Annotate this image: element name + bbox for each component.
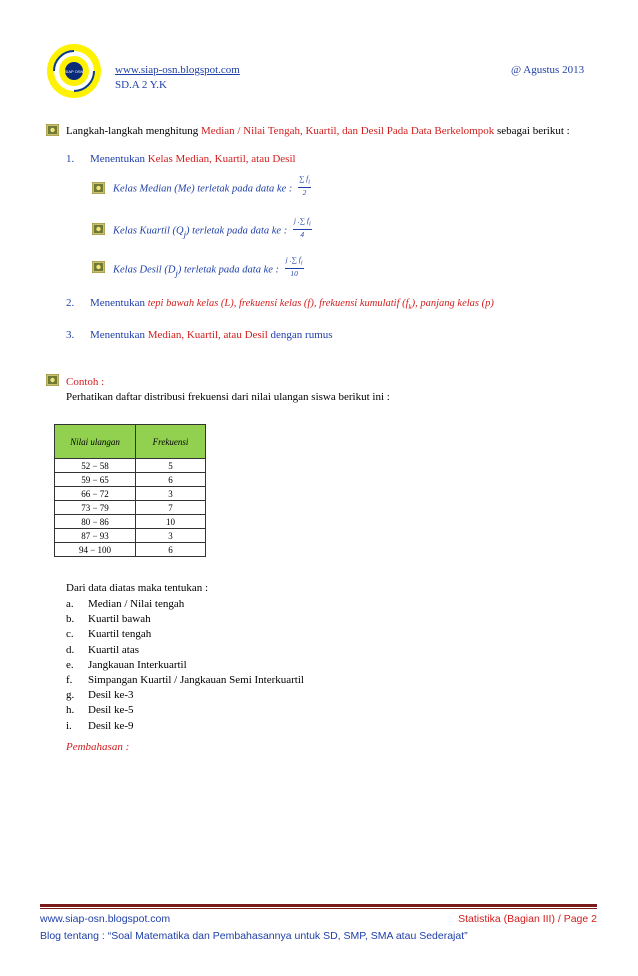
task-list <box>66 597 304 734</box>
table-row <box>55 473 206 487</box>
header-frekuensi: Frekuensi <box>136 425 206 459</box>
intro-line: Langkah-langkah menghitung Median / Nilai Tengah, Kuartil, dan Desil Pada Data Berkelompok sebagai berikut : <box>66 125 570 137</box>
fraction: $\frac{\sum f_i}{2}$ <box>298 174 311 197</box>
fraction: $\frac{j .\sum f_i}{10}$ <box>285 255 303 278</box>
cell-range: 52 − 58 <box>55 459 136 473</box>
table-row <box>55 487 206 501</box>
frequency-table <box>54 424 206 557</box>
step-2-text: Menentukan tepi bawah kelas (L), frekuensi kelas (f), frekuensi kumulatif $(f_k)$, panjang kelas (p) <box>90 297 494 312</box>
step-2-number: 2. <box>66 297 75 309</box>
footer-divider <box>40 904 597 907</box>
footer-divider <box>40 908 597 909</box>
logo-text: SIAP OSN <box>64 69 84 74</box>
step-1-text: Menentukan Kelas Median, Kuartil, atau Desil <box>90 153 296 165</box>
step-1-number: 1. <box>66 153 75 165</box>
cell-freq: 6 <box>136 473 206 487</box>
formula-kuartil: Kelas Kuartil $(Q_j)$ terletak pada data ke : $\frac{j .\sum f_i}{4}$ <box>113 216 311 239</box>
cell-freq: 10 <box>136 515 206 529</box>
formula-desil: Kelas Desil $(D_j)$ terletak pada data ke : $\frac{j .\sum f_i}{10}$ <box>113 255 303 278</box>
cell-freq: 7 <box>136 501 206 515</box>
cell-freq: 5 <box>136 459 206 473</box>
bullet-icon <box>92 182 105 194</box>
list-item: g. Desil ke-3 <box>66 689 134 702</box>
list-item: c. Kuartil tengah <box>66 628 152 641</box>
contoh-desc: Perhatikan daftar distribusi frekuensi dari nilai ulangan siswa berikut ini : <box>66 391 390 403</box>
cell-range: 87 − 93 <box>55 529 136 543</box>
footer-blog: Blog tentang : “Soal Matematika dan Pembahasannya untuk SD, SMP, SMA atau Sederajat” <box>40 930 468 942</box>
cell-range: 94 − 100 <box>55 543 136 557</box>
header-nilai: Nilai ulangan <box>55 425 136 459</box>
step-3-text: Menentukan Median, Kuartil, atau Desil dengan rumus <box>90 329 333 341</box>
footer-page: Statistika (Bagian III) / Page 2 <box>458 913 597 925</box>
formula-median: Kelas Median (Me) terletak pada data ke : $\frac{\sum f_i}{2}$ <box>113 174 311 197</box>
table-row <box>55 459 206 473</box>
table-row <box>55 543 206 557</box>
cell-freq: 3 <box>136 487 206 501</box>
tasks-intro: Dari data diatas maka tentukan : <box>66 582 209 594</box>
cell-range: 66 − 72 <box>55 487 136 501</box>
table-header-row <box>55 425 206 459</box>
cell-freq: 3 <box>136 529 206 543</box>
cell-range: 80 − 86 <box>55 515 136 529</box>
table-row <box>55 529 206 543</box>
cell-range: 73 − 79 <box>55 501 136 515</box>
list-item: h. Desil ke-5 <box>66 704 134 717</box>
list-item: e. Jangkauan Interkuartil <box>66 658 187 671</box>
list-item: f. Simpangan Kuartil / Jangkauan Semi Interkuartil <box>66 674 304 687</box>
contoh-label: Contoh : <box>66 376 105 388</box>
fraction: $\frac{j .\sum f_i}{4}$ <box>293 216 311 239</box>
list-item: a. Median / Nilai tengah <box>66 598 185 610</box>
table-row <box>55 515 206 529</box>
header-school: SD.A 2 Y.K <box>115 79 167 91</box>
bullet-icon <box>92 223 105 235</box>
table-row <box>55 501 206 515</box>
footer-url[interactable]: www.siap-osn.blogspot.com <box>40 913 171 925</box>
bullet-icon <box>92 261 105 273</box>
header-date: @ Agustus 2013 <box>511 64 585 76</box>
list-item: i. Desil ke-9 <box>66 719 134 732</box>
cell-range: 59 − 65 <box>55 473 136 487</box>
logo <box>46 43 102 99</box>
bullet-icon <box>46 124 59 136</box>
list-item: d. Kuartil atas <box>66 643 140 656</box>
pembahasan-label: Pembahasan : <box>66 741 130 753</box>
list-item: b. Kuartil bawah <box>66 613 151 626</box>
step-3-number: 3. <box>66 329 75 341</box>
cell-freq: 6 <box>136 543 206 557</box>
bullet-icon <box>46 374 59 386</box>
header-url[interactable]: www.siap-osn.blogspot.com <box>115 64 240 76</box>
